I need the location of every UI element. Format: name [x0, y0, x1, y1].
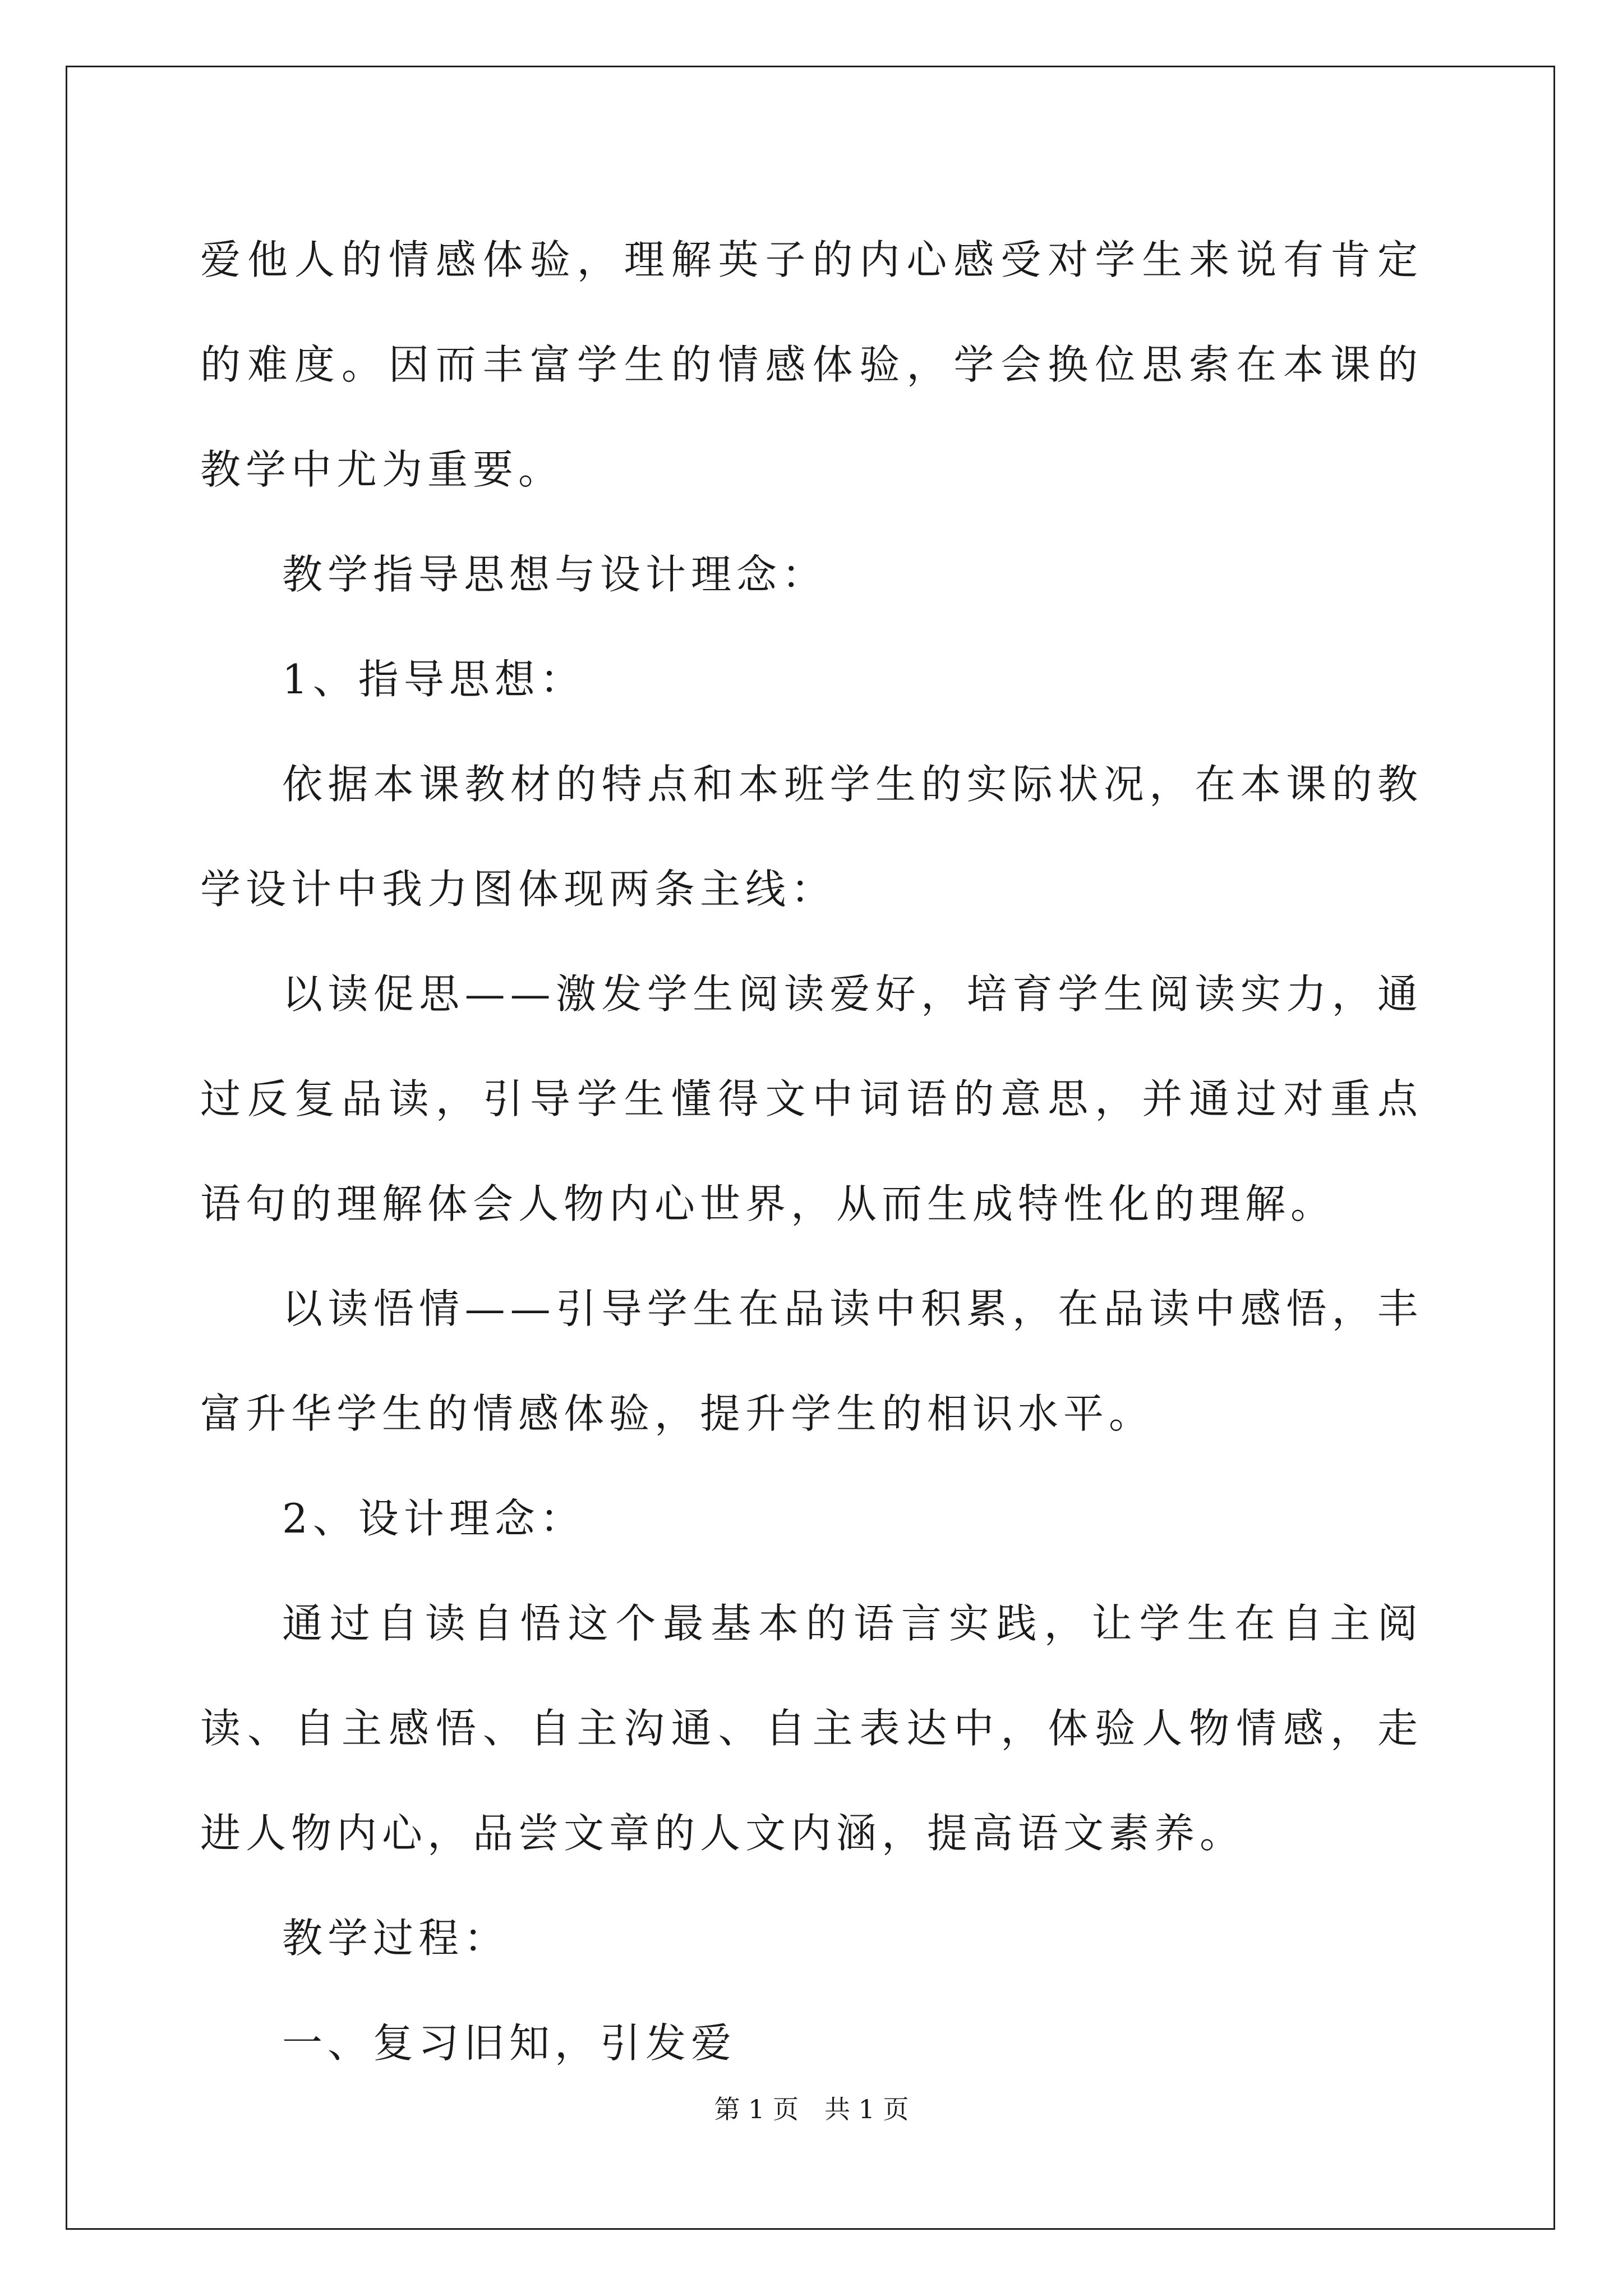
paragraph-9: 教学过程： [282, 1915, 510, 1962]
paragraph-2: 教学指导思想与设计理念： [282, 551, 828, 598]
document-body [200, 208, 1423, 2096]
paragraph-7: 2、设计理念： [282, 1495, 585, 1542]
paragraph-5: 以读促思——激发学生阅读爱好，培育学生阅读实力，通过反复品读，引导学生懂得文中词语的意思，并通过对重点语句的理解体会人物内心世界，从而生成特性化的理解。 [200, 970, 1423, 1227]
paragraph-3: 1、指导思想： [282, 656, 585, 703]
paragraph-6: 以读悟情——引导学生在品读中积累，在品读中感悟，丰富升华学生的情感体验，提升学生的相识水平。 [200, 1285, 1423, 1437]
page-number-footer: 第 1 页 共 1 页 [714, 2094, 909, 2124]
paragraph-1: 爱他人的情感体验，理解英子的内心感受对学生来说有肯定的难度。因而丰富学生的情感体验，学会换位思索在本课的教学中尤为重要。 [200, 236, 1423, 493]
paragraph-8: 通过自读自悟这个最基本的语言实践，让学生在自主阅读、自主感悟、自主沟通、自主表达中，体验人物情感，走进人物内心，品尝文章的人文内涵，提高语文素养。 [200, 1600, 1423, 1857]
paragraph-10: 一、复习旧知，引发爱 [282, 2019, 737, 2067]
paragraph-4: 依据本课教材的特点和本班学生的实际状况，在本课的教学设计中我力图体现两条主线： [200, 761, 1423, 913]
